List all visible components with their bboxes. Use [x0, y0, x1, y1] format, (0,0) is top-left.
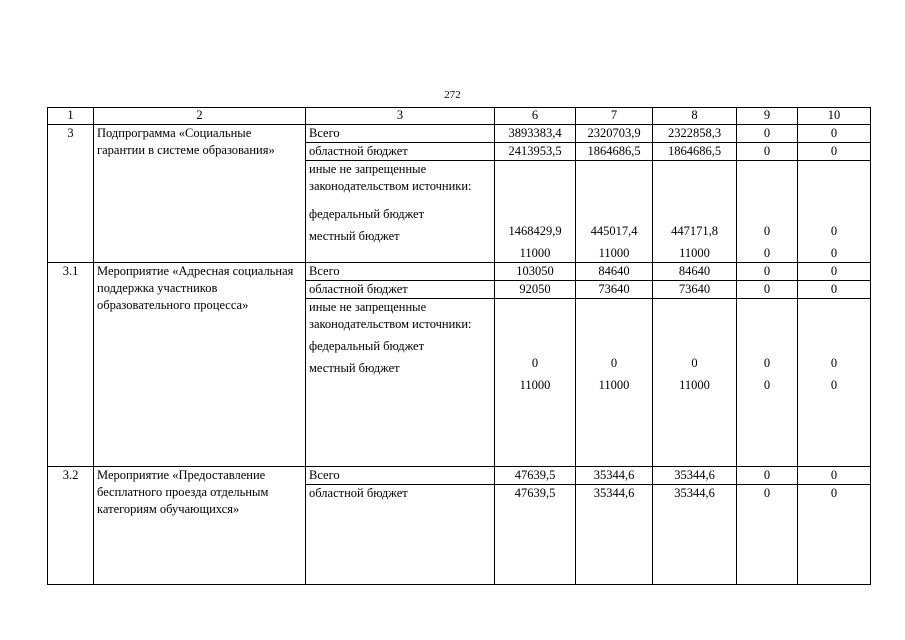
source-label: Всего	[306, 125, 495, 143]
value-cell: 0	[830, 356, 838, 370]
value-cell: 0	[737, 143, 798, 161]
value-cell: 11000	[519, 246, 551, 260]
source-label: Всего	[306, 263, 495, 281]
column-header: 2	[94, 108, 306, 125]
value-cell: 73640	[576, 281, 653, 299]
value-cell: 11000	[679, 246, 710, 260]
source-block	[306, 299, 495, 467]
value-cell: 0	[737, 125, 798, 143]
source-label: Всего	[306, 467, 495, 485]
value-cell: 2322858,3	[653, 125, 737, 143]
value-cell: 35344,6	[576, 467, 653, 485]
source-label: областной бюджет	[306, 143, 495, 161]
value-cell: 92050	[495, 281, 576, 299]
value-cell: 1468429,9	[508, 224, 562, 238]
value-cell: 0	[691, 356, 698, 370]
value-cell: 0	[737, 467, 798, 485]
page-number: 272	[444, 89, 461, 101]
value-cell: 0	[763, 224, 771, 238]
row-number: 3	[48, 125, 94, 263]
value-cell: 11000	[598, 246, 630, 260]
other-sources-label: иные не запрещенные законодательством источники:	[309, 300, 472, 331]
value-cell: 1864686,5	[576, 143, 653, 161]
source-label: местный бюджет	[309, 361, 400, 375]
value-cell: 73640	[653, 281, 737, 299]
value-cell: 0	[830, 378, 838, 392]
value-cell: 0	[763, 378, 771, 392]
measure-name: Мероприятие «Адресная социальная поддержка участников образовательного процесса»	[94, 263, 306, 467]
value-cell: 0	[763, 246, 771, 260]
column-header: 9	[737, 108, 798, 125]
column-header: 10	[798, 108, 871, 125]
budget-table	[47, 107, 871, 585]
value-cell: 0	[798, 467, 871, 485]
value-cell: 0	[830, 246, 838, 260]
value-cell: 1864686,5	[653, 143, 737, 161]
source-label: федеральный бюджет	[309, 207, 425, 221]
table-row	[48, 467, 871, 485]
column-header: 8	[653, 108, 737, 125]
value-cell: 2320703,9	[576, 125, 653, 143]
column-header: 6	[495, 108, 576, 125]
value-cell: 103050	[495, 263, 576, 281]
measure-name: Мероприятие «Предоставление бесплатного проезда отдельным категориям обучающихся»	[94, 467, 306, 585]
value-cell: 0	[798, 143, 871, 161]
source-label: областной бюджет	[306, 281, 495, 299]
value-cell: 0	[798, 485, 871, 585]
source-label: федеральный бюджет	[309, 339, 425, 353]
value-cell: 447171,8	[671, 224, 718, 238]
value-cell: 84640	[576, 263, 653, 281]
value-cell: 0	[798, 263, 871, 281]
value-cell: 35344,6	[576, 485, 653, 585]
value-cell: 84640	[653, 263, 737, 281]
value-cell: 0	[737, 263, 798, 281]
source-label: местный бюджет	[309, 229, 400, 243]
row-number: 3.1	[48, 263, 94, 467]
value-cell: 11000	[679, 378, 710, 392]
row-number: 3.2	[48, 467, 94, 585]
table-row	[48, 263, 871, 281]
value-cell: 0	[737, 281, 798, 299]
measure-name: Подпрограмма «Социальные гарантии в системе образования»	[94, 125, 306, 263]
value-cell: 0	[531, 356, 539, 370]
value-cell: 11000	[519, 378, 551, 392]
value-cell: 0	[610, 356, 618, 370]
table-row	[48, 125, 871, 143]
other-sources-label: иные не запрещенные законодательством источники:	[309, 162, 472, 193]
column-header: 1	[48, 108, 94, 125]
source-label: областной бюджет	[306, 485, 495, 585]
value-cell: 47639,5	[495, 467, 576, 485]
value-cell: 445017,4	[590, 224, 638, 238]
column-header: 7	[576, 108, 653, 125]
table-header-row	[48, 108, 871, 125]
value-cell: 35344,6	[653, 467, 737, 485]
value-cell: 0	[737, 485, 798, 585]
value-cell: 0	[763, 356, 771, 370]
value-cell: 35344,6	[653, 485, 737, 585]
value-cell: 47639,5	[495, 485, 576, 585]
value-cell: 0	[798, 125, 871, 143]
source-block	[306, 161, 495, 263]
value-cell: 11000	[598, 378, 630, 392]
column-header: 3	[306, 108, 495, 125]
value-cell: 0	[798, 281, 871, 299]
value-cell: 3893383,4	[495, 125, 576, 143]
value-cell: 0	[830, 224, 838, 238]
value-cell: 2413953,5	[495, 143, 576, 161]
